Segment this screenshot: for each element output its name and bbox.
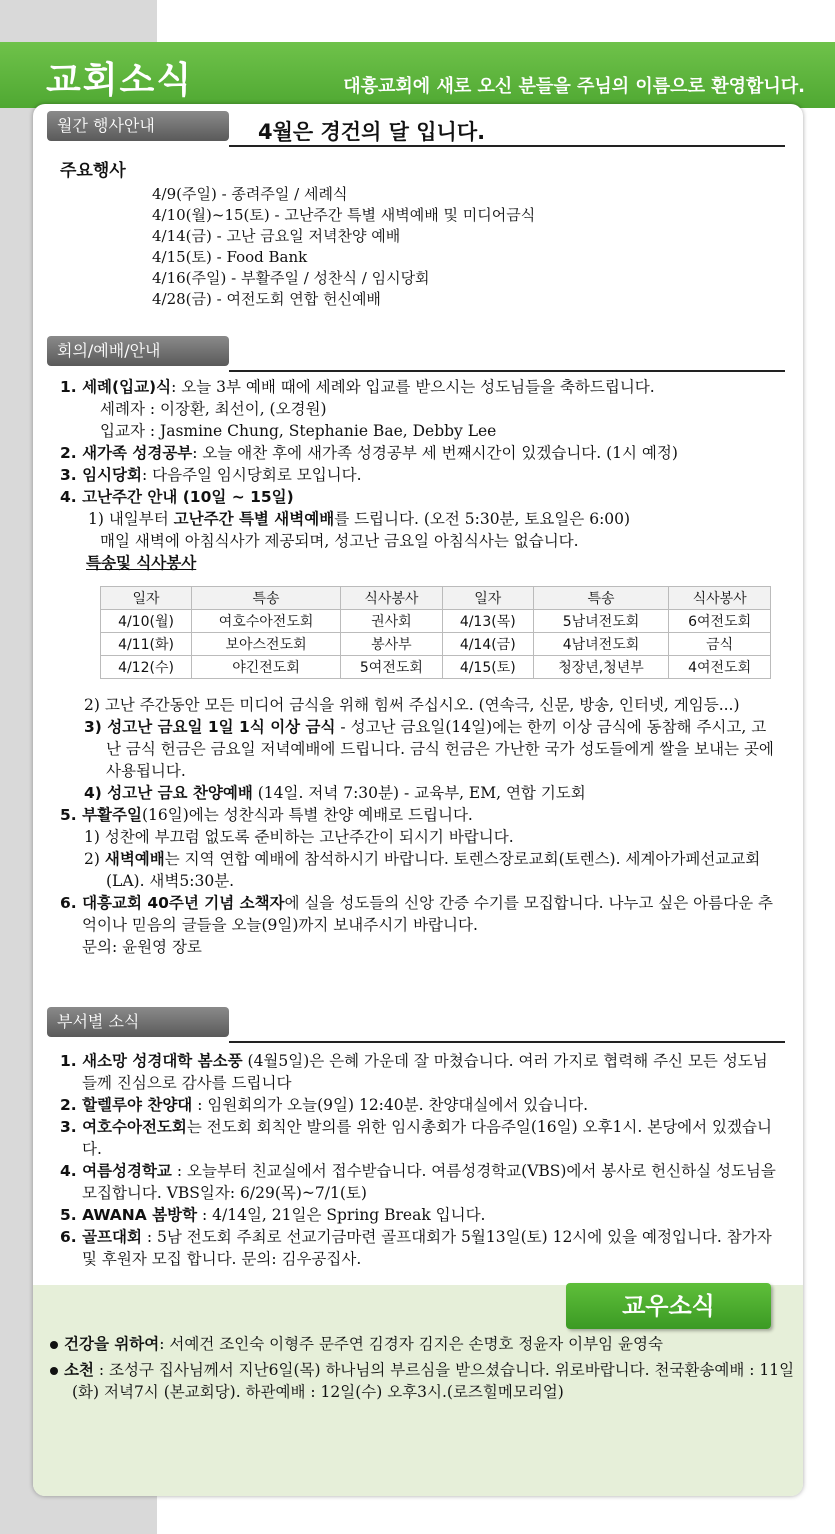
dept-item-2: 2. 할렐루야 찬양대 : 임원회의가 오늘(9일) 12:40분. 찬양대실에서 있습니다. <box>60 1096 589 1114</box>
meeting-item-2: 2. 새가족 성경공부: 오늘 애찬 후에 새가족 성경공부 세 번째시간이 있겠습니다. (1시 예정) <box>60 444 678 462</box>
bullet-icon <box>50 1341 58 1349</box>
events-heading: 주요행사 <box>60 161 126 181</box>
meeting-block-bottom <box>60 694 780 958</box>
confirmation-list: 입교자 : Jasmine Chung, Stephanie Bae, Debby Lee <box>100 422 497 440</box>
event-item: 4/9(주일) - 종려주일 / 세례식 <box>152 185 348 203</box>
welcome-text: 대흥교회에 새로 오신 분들을 주님의 이름으로 환영합니다. <box>343 76 805 97</box>
meeting-item-1: 1. 세례(입교)식: 오늘 3부 예배 때에 세례와 입교를 받으시는 성도님들을 축하드립니다. <box>60 378 655 396</box>
meeting-item-3: 3. 임시당회: 다음주일 임시당회로 모입니다. <box>60 466 362 484</box>
monthly-headline: 4월은 경건의 달 입니다. <box>258 120 486 144</box>
event-item: 4/15(토) - Food Bank <box>152 248 308 266</box>
col-header: 일자 <box>101 587 192 610</box>
table-row: 4/12(수) 야긴전도회 5여전도회 4/15(토) 청장년,청년부 4여전도회 <box>101 656 771 679</box>
dept-item-5: 5. AWANA 봄방학 : 4/14일, 21일은 Spring Break 입니다. <box>60 1206 486 1224</box>
col-header: 특송 <box>192 587 341 610</box>
gyowoo-block <box>50 1333 795 1403</box>
section-label-dept: 부서별 소식 <box>47 1007 229 1037</box>
dept-item-4: 4. 여름성경학교 : 오늘부터 친교실에서 접수받습니다. 여름성경학교(VBS)에서 봉사로 헌신하실 성도님을 모집합니다. VBS일자: 6/29(목)~7/1(토) <box>60 1162 776 1202</box>
section-rule <box>229 370 785 372</box>
meeting-item-4-3: 3) 성고난 금요일 1일 1식 이상 금식 - 성고난 금요일(14일)에는 한끼 이상 금식에 동참해 주시고, 고난 금식 헌금은 금요일 저녁예배에 드립니다. 금식 헌금은 가난한 국가 성도들에게 쌀을 보내는 곳에 사용됩니다. <box>84 718 774 780</box>
event-item: 4/16(주일) - 부활주일 / 성찬식 / 임시당회 <box>152 269 430 287</box>
meeting-item-4-4: 4) 성고난 금요 찬양예배 (14일. 저녁 7:30분) - 교육부, EM, 연합 기도회 <box>84 784 586 802</box>
meeting-item-4: 4. 고난주간 안내 (10일 ~ 15일) <box>60 488 294 506</box>
meeting-item-5: 5. 부활주일(16일)에는 성찬식과 특별 찬양 예배로 드립니다. <box>60 806 473 824</box>
table-header-row <box>101 587 771 610</box>
dept-item-1: 1. 새소망 성경대학 봄소풍 (4월5일)은 은혜 가운데 잘 마쳤습니다. 여러 가지로 협력해 주신 모든 성도님들께 진심으로 감사를 드립니다 <box>60 1052 768 1092</box>
gyowoo-item-passing: 소천 : 조성구 집사님께서 지난6일(목) 하나님의 부르심을 받으셨습니다. 위로바랍니다. 천국환송예배 : 11일(화) 저녁7시 (본교회당). 하관예배 : 12일(수) 오후3시.(로즈힐메모리얼) <box>50 1359 795 1403</box>
col-header: 식사봉사 <box>341 587 443 610</box>
event-item: 4/28(금) - 여전도회 연합 헌신예배 <box>152 290 381 308</box>
table-title: 특송및 식사봉사 <box>86 554 197 572</box>
baptism-list: 세례자 : 이장환, 최선이, (오경원) <box>100 400 327 418</box>
meeting-item-4-1: 1) 내일부터 고난주간 특별 새벽예배를 드립니다. (오전 5:30분, 토요일은 6:00) <box>88 510 631 528</box>
dept-item-3: 3. 여호수아전도회는 전도회 회칙안 발의를 위한 임시총회가 다음주일(16일) 오후1시. 본당에서 있겠습니다. <box>60 1118 772 1158</box>
bullet-icon <box>50 1367 58 1375</box>
meeting-item-6: 6. 대흥교회 40주년 기념 소책자에 실을 성도들의 신앙 간증 수기를 모집합니다. 나누고 싶은 아름다운 추억이나 믿음의 글들을 오늘(9일)까지 보내주시기 바랍니다. <box>60 894 773 934</box>
meeting-item-4-1-note: 매일 새벽에 아침식사가 제공되며, 성고난 금요일 아침식사는 없습니다. <box>100 532 579 550</box>
events-block <box>60 160 790 310</box>
col-header: 일자 <box>442 587 533 610</box>
gyowoo-item-health: 건강을 위하여: 서예건 조인숙 이형주 문주연 김경자 김지은 손명호 정윤자 이부임 윤영숙 <box>50 1333 795 1355</box>
meeting-item-4-2: 2) 고난 주간동안 모든 미디어 금식을 위해 힘써 주십시오. (연속극, 신문, 방송, 인터넷, 게임등...) <box>84 696 740 714</box>
header-banner <box>0 42 835 108</box>
meeting-item-5-1: 1) 성찬에 부끄럼 없도록 준비하는 고난주간이 되시기 바랍니다. <box>84 828 514 846</box>
meeting-item-6-contact: 문의: 윤원영 장로 <box>82 938 202 956</box>
col-header: 특송 <box>533 587 668 610</box>
table-row: 4/10(월) 여호수아전도회 권사회 4/13(목) 5남녀전도회 6여전도회 <box>101 610 771 633</box>
dept-block <box>60 1050 780 1270</box>
schedule-table <box>100 586 771 679</box>
page-title: 교회소식 <box>46 60 194 101</box>
dept-item-6: 6. 골프대회 : 5남 전도회 주최로 선교기금마련 골프대회가 5월13일(토) 12시에 있을 예정입니다. 참가자 및 후원자 모집 합니다. 문의: 김우공집사. <box>60 1228 772 1268</box>
event-item: 4/10(월)~15(토) - 고난주간 특별 새벽예배 및 미디어금식 <box>152 206 536 224</box>
meeting-block-top <box>60 376 790 574</box>
section-label-monthly: 월간 행사안내 <box>47 111 229 141</box>
table-row: 4/11(화) 보아스전도회 봉사부 4/14(금) 4남녀전도회 금식 <box>101 633 771 656</box>
meeting-item-5-2: 2) 새벽예배는 지역 연합 예배에 참석하시기 바랍니다. 토렌스장로교회(토렌스). 세계아가페선교교회(LA). 새벽5:30분. <box>84 850 761 890</box>
section-label-gyowoo: 교우소식 <box>566 1283 771 1329</box>
section-rule <box>229 1041 785 1043</box>
col-header: 식사봉사 <box>669 587 771 610</box>
section-label-meeting: 회의/예배/안내 <box>47 336 229 366</box>
event-item: 4/14(금) - 고난 금요일 저녁찬양 예배 <box>152 227 401 245</box>
